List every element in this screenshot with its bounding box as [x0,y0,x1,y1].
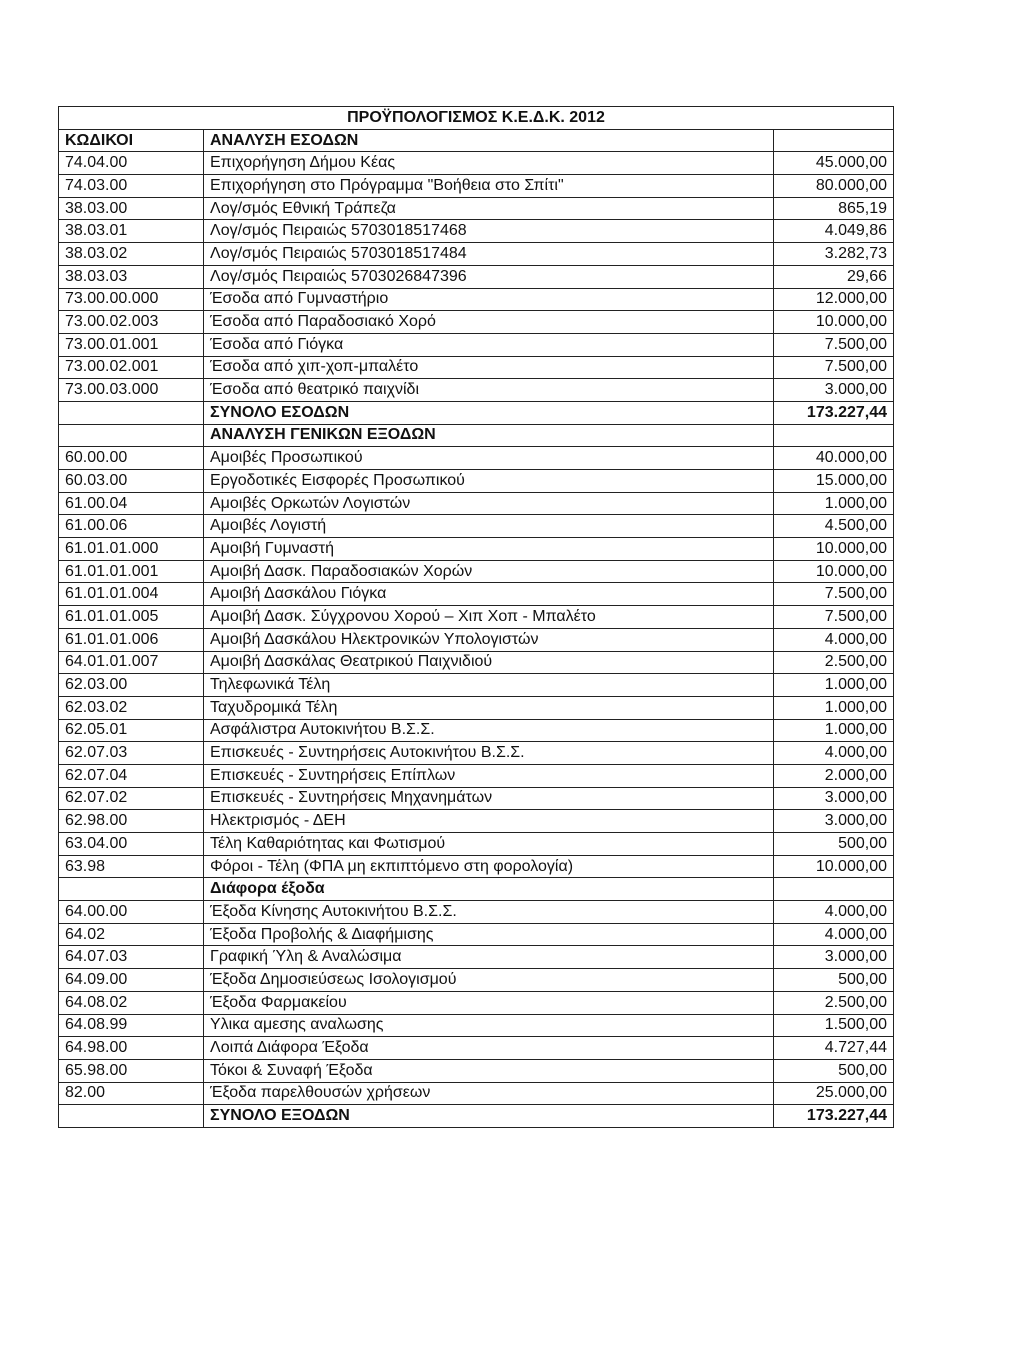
item-description: Ασφάλιστρα Αυτοκινήτου Β.Σ.Σ. [204,719,774,742]
item-amount: 3.000,00 [774,810,894,833]
income-row [59,220,894,243]
item-amount: 4.049,86 [774,220,894,243]
account-code: 63.04.00 [59,833,204,856]
expense-row [59,470,894,493]
section-empty-cell [774,878,894,901]
expense-row [59,696,894,719]
expenses-total-row [59,1105,894,1128]
expense-row [59,492,894,515]
account-code: 63.98 [59,855,204,878]
item-amount: 15.000,00 [774,470,894,493]
item-description: Επιχορήγηση Δήμου Κέας [204,152,774,175]
item-description: Έξοδα Φαρμακείου [204,991,774,1014]
account-code: 74.04.00 [59,152,204,175]
item-description: Έσοδα από Παραδοσιακό Χορό [204,311,774,334]
account-code: 64.08.02 [59,991,204,1014]
item-description: Έσοδα από θεατρικό παιχνίδι [204,379,774,402]
misc-expense-row [59,969,894,992]
item-description: Έξοδα Δημοσιεύσεως Ισολογισμού [204,969,774,992]
item-amount: 7.500,00 [774,606,894,629]
expense-row [59,719,894,742]
account-code: 60.00.00 [59,447,204,470]
account-code: 64.08.99 [59,1014,204,1037]
misc-expense-row [59,946,894,969]
expense-row [59,606,894,629]
item-amount: 865,19 [774,197,894,220]
account-code: 64.09.00 [59,969,204,992]
item-description: Επιχορήγηση στο Πρόγραμμα "Βοήθεια στο Σπίτι" [204,175,774,198]
item-amount: 3.282,73 [774,243,894,266]
account-code: 61.01.01.006 [59,628,204,651]
budget-table [58,106,894,1128]
account-code: 61.01.01.000 [59,538,204,561]
item-amount: 12.000,00 [774,288,894,311]
item-description: Λοιπά Διάφορα Έξοδα [204,1037,774,1060]
account-code: 73.00.02.003 [59,311,204,334]
item-description: Αμοιβή Δασκάλου Ηλεκτρονικών Υπολογιστών [204,628,774,651]
item-amount: 40.000,00 [774,447,894,470]
item-description: Αμοιβή Δασκάλας Θεατρικού Παιχνιδιού [204,651,774,674]
item-amount: 10.000,00 [774,538,894,561]
misc-expense-row [59,923,894,946]
misc-expense-row [59,1014,894,1037]
account-code: 64.02 [59,923,204,946]
item-description: Επισκευές - Συντηρήσεις Αυτοκινήτου Β.Σ.Σ. [204,742,774,765]
expense-row [59,787,894,810]
expense-row [59,515,894,538]
account-code: 73.00.01.001 [59,333,204,356]
item-amount: 10.000,00 [774,560,894,583]
account-code: 64.98.00 [59,1037,204,1060]
item-amount: 10.000,00 [774,855,894,878]
expense-row [59,651,894,674]
account-code: 73.00.02.001 [59,356,204,379]
item-description: Τόκοι & Συναφή Έξοδα [204,1059,774,1082]
title-row [59,107,894,130]
income-row [59,356,894,379]
item-amount: 500,00 [774,1059,894,1082]
item-amount: 4.000,00 [774,628,894,651]
account-code: 38.03.03 [59,265,204,288]
account-code: 62.07.03 [59,742,204,765]
income-row [59,333,894,356]
expense-row [59,833,894,856]
item-amount: 25.000,00 [774,1082,894,1105]
item-amount: 1.000,00 [774,696,894,719]
header-row [59,129,894,152]
account-code: 73.00.03.000 [59,379,204,402]
misc-expense-row [59,1082,894,1105]
account-code: 62.98.00 [59,810,204,833]
account-code: 62.05.01 [59,719,204,742]
section-empty-cell [774,424,894,447]
item-description: Έσοδα από Γυμναστήριο [204,288,774,311]
account-code: 60.03.00 [59,470,204,493]
section-empty-cell [59,878,204,901]
account-code: 64.01.01.007 [59,651,204,674]
account-code: 61.01.01.004 [59,583,204,606]
item-amount: 7.500,00 [774,356,894,379]
expense-row [59,447,894,470]
expense-row [59,538,894,561]
account-code: 38.03.00 [59,197,204,220]
item-amount: 1.000,00 [774,674,894,697]
item-description: Αμοιβή Δασκάλου Γιόγκα [204,583,774,606]
item-amount: 500,00 [774,969,894,992]
account-code: 38.03.02 [59,243,204,266]
item-description: Αμοιβές Ορκωτών Λογιστών [204,492,774,515]
header-empty-cell [774,129,894,152]
income-row [59,152,894,175]
misc-expense-row [59,1059,894,1082]
item-description: Λογ/σμός Πειραιώς 5703018517484 [204,243,774,266]
item-description: Λογ/σμός Πειραιώς 5703026847396 [204,265,774,288]
item-amount: 3.000,00 [774,787,894,810]
account-code: 61.00.04 [59,492,204,515]
item-amount: 2.500,00 [774,651,894,674]
item-amount: 500,00 [774,833,894,856]
item-description: Λογ/σμός Πειραιώς 5703018517468 [204,220,774,243]
item-description: Εργοδοτικές Εισφορές Προσωπικού [204,470,774,493]
section-empty-cell [59,424,204,447]
item-amount: 4.000,00 [774,923,894,946]
item-description: Έσοδα από Γιόγκα [204,333,774,356]
account-code: 61.01.01.005 [59,606,204,629]
account-code: 38.03.01 [59,220,204,243]
account-code: 65.98.00 [59,1059,204,1082]
item-description: Τέλη Καθαριότητας και Φωτισμού [204,833,774,856]
expenses-total-amount: 173.227,44 [774,1105,894,1128]
expense-row [59,560,894,583]
total-empty-cell [59,401,204,424]
item-amount: 45.000,00 [774,152,894,175]
account-code: 82.00 [59,1082,204,1105]
income-row [59,288,894,311]
income-row [59,265,894,288]
expenses-header-row [59,424,894,447]
income-row [59,243,894,266]
account-code: 62.03.02 [59,696,204,719]
item-amount: 1.000,00 [774,719,894,742]
item-amount: 4.500,00 [774,515,894,538]
item-description: Επισκευές - Συντηρήσεις Μηχανημάτων [204,787,774,810]
misc-expense-row [59,991,894,1014]
item-amount: 10.000,00 [774,311,894,334]
account-code: 74.03.00 [59,175,204,198]
expense-row [59,855,894,878]
expense-row [59,764,894,787]
item-description: Αμοιβή Γυμναστή [204,538,774,561]
expense-row [59,674,894,697]
account-code: 73.00.00.000 [59,288,204,311]
item-amount: 80.000,00 [774,175,894,198]
item-description: Αμοιβή Δασκ. Σύγχρονου Χορού – Χιπ Χοπ - Μπαλέτο [204,606,774,629]
account-code: 62.07.02 [59,787,204,810]
total-empty-cell [59,1105,204,1128]
item-amount: 7.500,00 [774,583,894,606]
item-description: Φόροι - Τέλη (ΦΠΑ μη εκπιπτόμενο στη φορολογία) [204,855,774,878]
expense-row [59,583,894,606]
item-amount: 4.727,44 [774,1037,894,1060]
item-amount: 3.000,00 [774,946,894,969]
income-row [59,311,894,334]
income-total-amount: 173.227,44 [774,401,894,424]
item-amount: 2.500,00 [774,991,894,1014]
misc-expense-row [59,1037,894,1060]
item-description: Γραφική Ύλη & Αναλώσιμα [204,946,774,969]
item-description: Επισκευές - Συντηρήσεις Επίπλων [204,764,774,787]
item-description: Έξοδα Κίνησης Αυτοκινήτου Β.Σ.Σ. [204,901,774,924]
expense-row [59,742,894,765]
account-code: 62.07.04 [59,764,204,787]
account-code: 61.00.06 [59,515,204,538]
item-amount: 1.500,00 [774,1014,894,1037]
expense-row [59,810,894,833]
expenses-total-label: ΣΥΝΟΛΟ ΕΞΟΔΩΝ [204,1105,774,1128]
item-description: Τηλεφωνικά Τέλη [204,674,774,697]
income-row [59,379,894,402]
item-description: Αμοιβές Προσωπικού [204,447,774,470]
income-total-label: ΣΥΝΟΛΟ ΕΣΟΔΩΝ [204,401,774,424]
account-code: 64.07.03 [59,946,204,969]
expense-row [59,628,894,651]
item-amount: 4.000,00 [774,901,894,924]
income-total-row [59,401,894,424]
item-description: Έξοδα Προβολής & Διαφήμισης [204,923,774,946]
item-amount: 2.000,00 [774,764,894,787]
account-code: 61.01.01.001 [59,560,204,583]
item-amount: 29,66 [774,265,894,288]
expenses-analysis-header: ΑΝΑΛΥΣΗ ΓΕΝΙΚΩΝ ΕΞΟΔΩΝ [204,424,774,447]
account-code: 62.03.00 [59,674,204,697]
item-description: Έσοδα από χιπ-χοπ-μπαλέτο [204,356,774,379]
income-row [59,197,894,220]
misc-expenses-header: Διάφορα έξοδα [204,878,774,901]
misc-header-row [59,878,894,901]
item-amount: 3.000,00 [774,379,894,402]
item-description: Ηλεκτρισμός - ΔΕΗ [204,810,774,833]
item-description: Αμοιβές Λογιστή [204,515,774,538]
item-description: Λογ/σμός Εθνική Τράπεζα [204,197,774,220]
item-description: Έξοδα παρελθουσών χρήσεων [204,1082,774,1105]
item-amount: 4.000,00 [774,742,894,765]
document-title: ΠΡΟΫΠΟΛΟΓΙΣΜΟΣ Κ.Ε.Δ.Κ. 2012 [59,107,894,130]
item-description: Υλικα αμεσης αναλωσης [204,1014,774,1037]
misc-expense-row [59,901,894,924]
account-code: 64.00.00 [59,901,204,924]
income-analysis-header: ΑΝΑΛΥΣΗ ΕΣΟΔΩΝ [204,129,774,152]
item-description: Ταχυδρομικά Τέλη [204,696,774,719]
item-amount: 1.000,00 [774,492,894,515]
item-amount: 7.500,00 [774,333,894,356]
item-description: Αμοιβή Δασκ. Παραδοσιακών Χορών [204,560,774,583]
income-row [59,175,894,198]
codes-header: ΚΩΔΙΚΟΙ [59,129,204,152]
